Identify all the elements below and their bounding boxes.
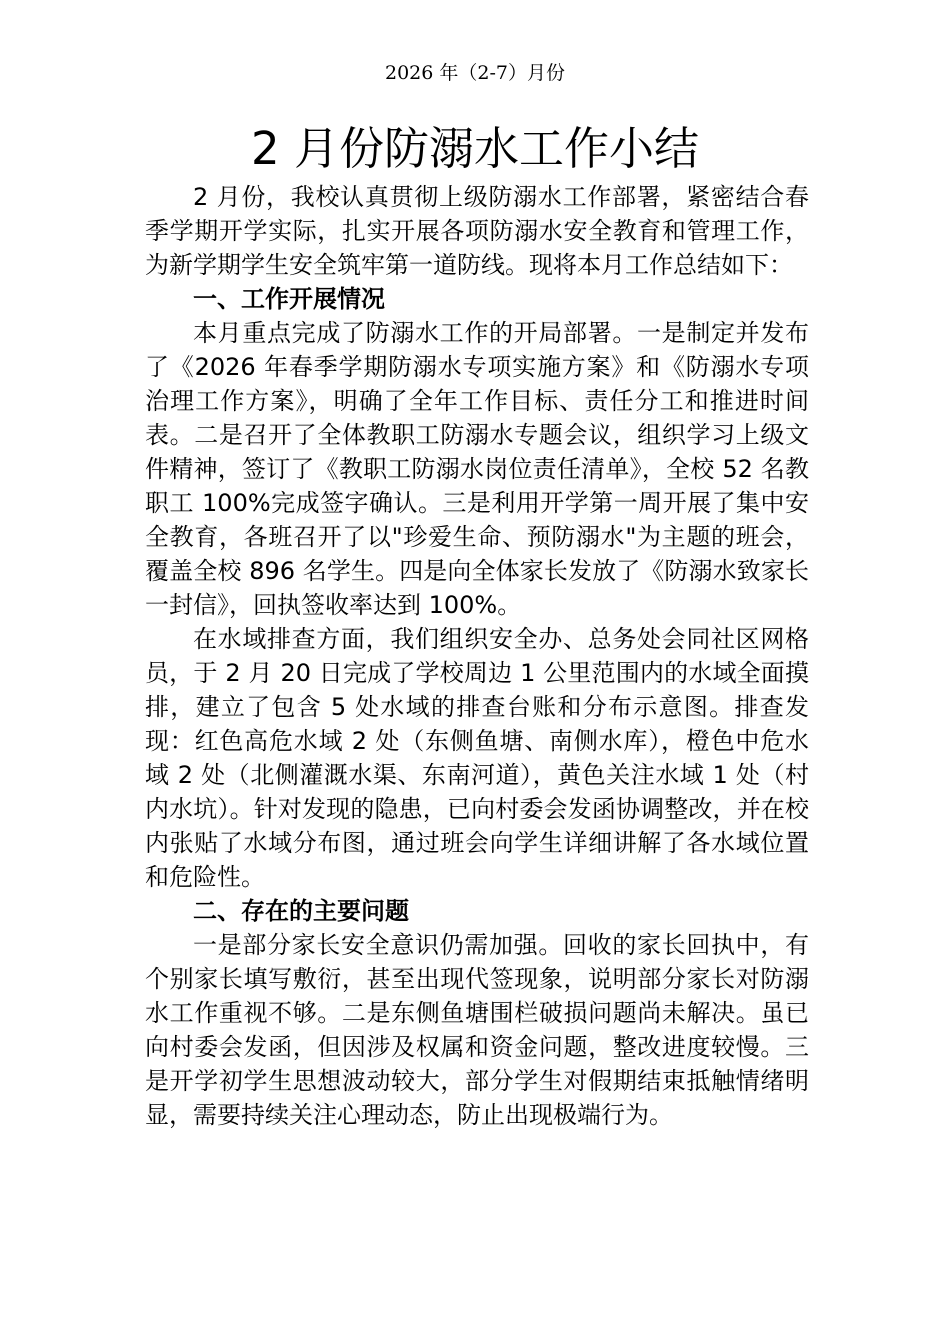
- work-progress-paragraph-1: 本月重点完成了防溺水工作的开局部署。一是制定并发布了《2026 年春季学期防溺水专项实施方案》和《防溺水专项治理工作方案》，明确了全年工作目标、责任分工和推进时间表。二是召开了全体教职工防溺水专题会议，组织学习上级文件精神，签订了《教职工防溺水岗位责任清单》，全校 52 名教职工 100%完成签字确认。三是利用开学第一周开展了集中安全教育，各班召开了以"珍爱生命、预防溺水"为主题的班会，覆盖全校 896 名学生。四是向全体家长发放了《防溺水致家长一封信》，回执签收率达到 100%。: [145, 319, 809, 619]
- section-heading-main-problems: 二、存在的主要问题: [193, 897, 409, 925]
- page-header: 2026 年（2-7）月份: [385, 62, 565, 84]
- section-heading-work-progress: 一、工作开展情况: [193, 285, 385, 313]
- main-problems-paragraph: 一是部分家长安全意识仍需加强。回收的家长回执中，有个别家长填写敷衍，甚至出现代签现象，说明部分家长对防溺水工作重视不够。二是东侧鱼塘围栏破损问题尚未解决。虽已向村委会发函，但因涉及权属和资金问题，整改进度较慢。三是开学初学生思想波动较大，部分学生对假期结束抵触情绪明显，需要持续关注心理动态，防止出现极端行为。: [145, 931, 809, 1129]
- document-body: [145, 180, 809, 1132]
- work-progress-paragraph-2: 在水域排查方面，我们组织安全办、总务处会同社区网格员，于 2 月 20 日完成了学校周边 1 公里范围内的水域全面摸排，建立了包含 5 处水域的排查台账和分布示意图。排查发现：红色高危水域 2 处（东侧鱼塘、南侧水库），橙色中危水域 2 处（北侧灌溉水渠、东南河道），黄色关注水域 1 处（村内水坑）。针对发现的隐患，已向村委会发函协调整改，并在校内张贴了水域分布图，通过班会向学生详细讲解了各水域位置和危险性。: [145, 625, 809, 891]
- document-title: 2 月份防溺水工作小结: [251, 122, 699, 175]
- intro-paragraph: 2 月份，我校认真贯彻上级防溺水工作部署，紧密结合春季学期开学实际，扎实开展各项防溺水安全教育和管理工作，为新学期学生安全筑牢第一道防线。现将本月工作总结如下：: [145, 183, 809, 279]
